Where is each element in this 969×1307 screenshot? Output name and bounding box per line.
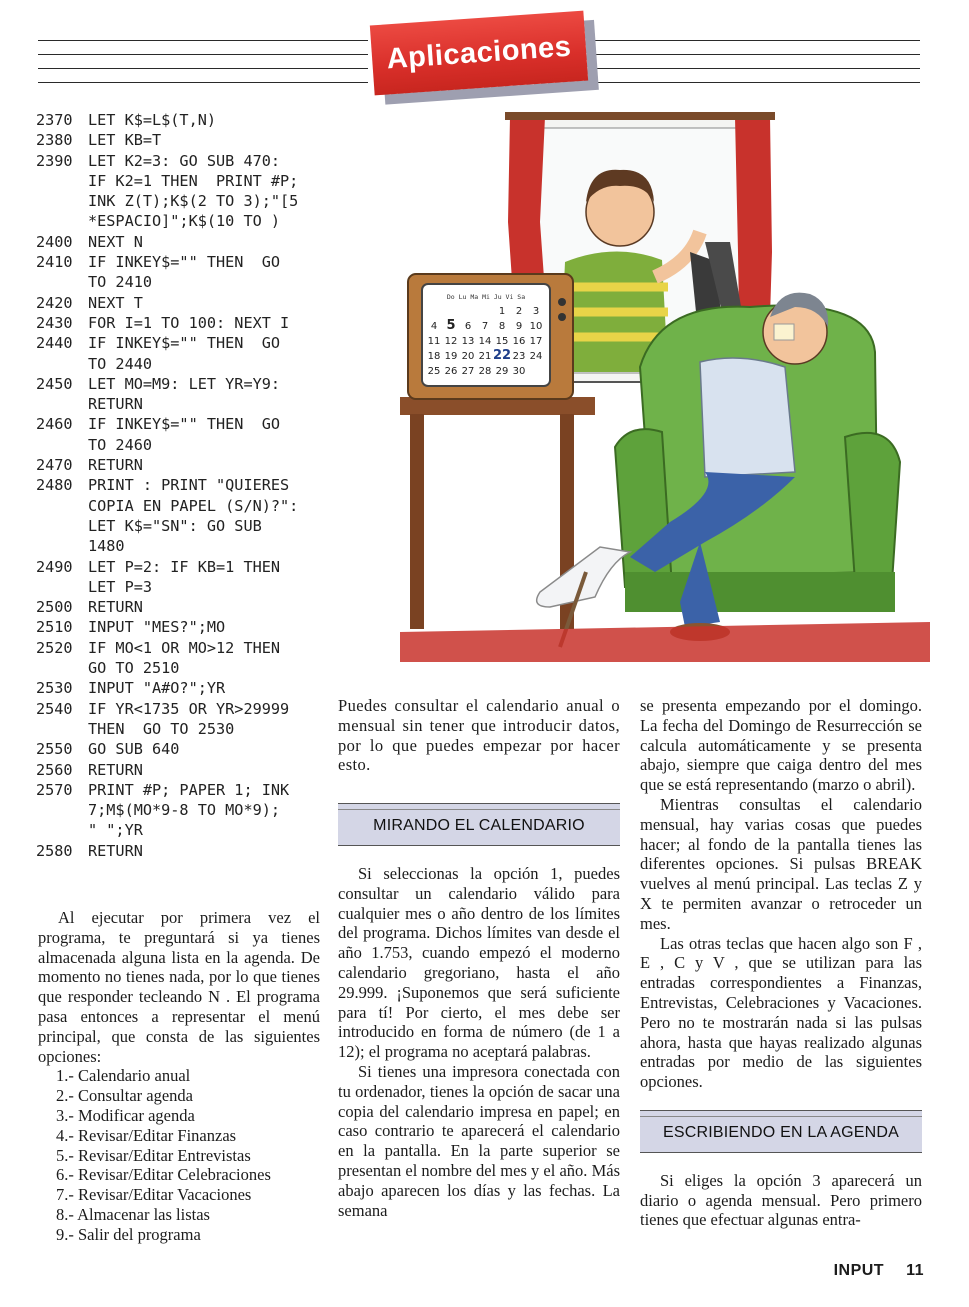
menu-option: 5.- Revisar/Editar Entrevistas [56,1145,251,1165]
code-line-number: 2480 [36,476,73,495]
calendar-day: 25 [427,366,441,377]
code-line-text: PRINT : PRINT "QUIERES COPIA EN PAPEL (S/N)?": LET K$="SN": GO SUB 1480 [88,476,299,556]
code-line [36,638,336,679]
calendar-day: 22 [492,348,512,363]
code-line-text: IF MO<1 OR MO>12 THEN GO TO 2510 [88,638,281,678]
code-line-text: LET K2=3: GO SUB 470: IF K2=1 THEN PRINT #P; INK Z(T);K$(2 TO 3);"[5 *ESPACIO]";K$(10 TO ) [88,151,299,231]
code-line-number: 2490 [36,557,73,576]
code-line-text: LET MO=M9: LET YR=Y9: RETURN [88,374,281,414]
code-line [36,699,336,740]
header-rule-1 [38,40,368,41]
header-rule-2 [38,54,368,55]
calendar-day: 21 [478,351,492,362]
calendar-day: 16 [512,336,526,347]
header-rule-7 [595,68,920,69]
menu-option: 9.- Salir del programa [56,1224,201,1244]
left-column [38,908,320,1245]
code-line-text: NEXT N [88,232,143,251]
calendar-day: 11 [427,336,441,347]
calendar-day: 24 [529,351,543,362]
middle-intro: Puedes consultar el calendario anual o mensual sin tener que introducir datos, por lo que puedes empezar por hacer esto. [338,696,620,775]
code-line-number: 2470 [36,456,73,475]
code-line-text: RETURN [88,760,143,779]
code-line-text: LET P=2: IF KB=1 THEN LET P=3 [88,557,281,596]
calendar-day: 8 [498,321,506,332]
code-line [36,557,336,598]
code-line-text: GO SUB 640 [88,740,180,759]
calendar-day: 9 [515,321,523,332]
right-paragraph-4: Si eliges la opción 3 aparecerá un diario o agenda mensual. Pero primero tienes que efectuar algunas entra- [640,1170,922,1230]
header-rule-8 [595,82,920,83]
code-line-number: 2580 [36,841,73,860]
code-line [36,597,336,617]
middle-column [338,696,620,1220]
section-banner-label: Aplicaciones [385,30,573,75]
calendar-day: 7 [481,321,489,332]
header-rule-3 [38,68,368,69]
curtain-rod [505,112,775,120]
menu-options-list [38,1066,320,1244]
code-line-number: 2370 [36,111,73,129]
calendar-day: 17 [529,336,543,347]
code-line [36,475,336,556]
intro-paragraph: Al ejecutar por primera vez el programa, te preguntará si ya tienes almacenada alguna lista en la agenda. De momento no tienes nada, por lo que tienes que responder tecleando N . El programa pasa entonces a representar el menú principal, que consta de las siguientes opciones: [38,908,320,1066]
calendar-day: 3 [532,306,540,317]
heading-mirando-label: MIRANDO EL CALENDARIO [373,817,585,835]
illustration [400,102,930,662]
code-line [36,760,336,780]
code-line [36,252,336,293]
code-line-text: IF INKEY$="" THEN GO TO 2410 [88,253,281,292]
code-line-number: 2450 [36,374,73,393]
code-line-number: 2560 [36,760,73,779]
calendar-day: 26 [444,366,458,377]
code-line-number: 2520 [36,638,73,657]
page-number: 11 [906,1262,924,1279]
calendar-day: 14 [478,336,492,347]
code-line [36,293,336,313]
code-line-text: RETURN [88,841,143,860]
code-line [36,617,336,637]
code-line-number: 2570 [36,780,73,799]
calendar-day: 4 [430,321,438,332]
code-line-text: INPUT "A#O?";YR [88,679,226,698]
table-leg-left [410,414,424,629]
calendar-day: 10 [529,321,543,332]
middle-paragraph-1: Si seleccionas la opción 1, puedes consultar un calendario válido para cualquier mes o año dentro de los límites del programa. Dichos límites van desde el año 1.753, cuando empezó el moderno calendario gregoriano, hasta el año 29.999. ¡Suponemos que será suficiente para tí! Por cierto, el mes debe ser introducido en forma de número (de 1 a 12); el programa no aceptará palabras. [338,863,620,1062]
code-line [36,110,336,130]
calendar-day: 15 [495,336,509,347]
right-paragraph-2: Mientras consultas el calendario mensual, hay varias cosas que puedes hacer; al fondo de la pantalla tienes las diferentes opciones. Si pulsas BREAK vuelves al menú principal. Las teclas Z y X te permiten avanzar o retroceder un mes. [640,794,922,933]
armchair-base [625,572,895,612]
menu-option: 2.- Consultar agenda [56,1086,194,1106]
code-line-number: 2510 [36,618,73,637]
calendar-day: 28 [478,366,492,377]
code-line-number: 2410 [36,253,73,272]
menu-option: 7.- Revisar/Editar Vacaciones [56,1185,252,1205]
seated-man-shirt [700,358,795,477]
code-line-text: NEXT T [88,293,143,312]
code-line-text: LET K$=L$(T,N) [88,111,217,129]
code-line-text: IF INKEY$="" THEN GO TO 2460 [88,415,281,454]
heading-escribiendo [640,1110,922,1153]
calendar-day: 2 [515,306,523,317]
menu-option: 4.- Revisar/Editar Finanzas [56,1125,237,1145]
code-line [36,151,336,232]
calendar-header: Do Lu Ma Mi Ju Vi Sa [446,293,526,301]
footer-brand: INPUT [833,1262,885,1279]
header-rule-5 [595,40,920,41]
header-rule-6 [595,54,920,55]
code-line-text: FOR I=1 TO 100: NEXT I [88,313,290,332]
right-paragraph-3: Las otras teclas que hacen algo son F , E , C y V , que se utilizan para las entradas correspondientes a Finanzas, Entrevistas, Celebraciones y Vacaciones. Pero no te mostrarán nada si las pulsas ahora, hasta que hayas realizado algunas entradas por medio de las siguientes opciones. [640,933,922,1092]
code-line [36,232,336,252]
code-line-number: 2430 [36,313,73,332]
calendar-day: 30 [512,366,526,377]
code-line-number: 2440 [36,334,73,353]
code-line-number: 2460 [36,415,73,434]
code-line-text: RETURN [88,456,143,475]
carpet [400,622,930,662]
code-line-text: IF INKEY$="" THEN GO TO 2440 [88,334,281,373]
menu-option: 8.- Almacenar las listas [56,1204,210,1224]
code-line [36,739,336,759]
code-line [36,841,336,861]
menu-option: 6.- Revisar/Editar Celebraciones [56,1165,271,1185]
code-line [36,313,336,333]
armchair-right-arm [845,433,900,582]
header-rule-4 [38,82,368,83]
code-line-text: RETURN [88,598,143,617]
calendar-day: 18 [427,351,441,362]
menu-option: 1.- Calendario anual [56,1066,191,1086]
code-line [36,374,336,415]
code-line-number: 2550 [36,740,73,759]
calendar-day: 13 [461,336,475,347]
code-line-text: INPUT "MES?";MO [88,618,226,637]
menu-option: 3.- Modificar agenda [56,1105,195,1125]
code-line [36,780,336,841]
calendar-day: 1 [498,306,506,317]
tv-knob-2 [558,313,566,321]
code-line [36,333,336,374]
code-line-text: PRINT #P; PAPER 1; INK 7;M$(MO*9-8 TO MO*9); " ";YR [88,780,290,840]
code-line [36,130,336,150]
code-line-number: 2540 [36,699,73,718]
calendar-day: 12 [444,336,458,347]
heading-escribiendo-label: ESCRIBIENDO EN LA AGENDA [663,1123,899,1141]
code-line [36,455,336,475]
code-line-number: 2390 [36,151,73,170]
tv-knob-1 [558,298,566,306]
calendar-day: 20 [461,351,475,362]
calendar-day: 27 [461,366,475,377]
calendar-day: 29 [495,366,509,377]
code-line [36,678,336,698]
calendar-day: 5 [446,318,456,333]
code-line-number: 2380 [36,131,73,150]
right-column [640,696,922,1230]
code-line-number: 2420 [36,293,73,312]
right-paragraph-1: se presenta empezando por el domingo. La fecha del Domingo de Resurrección se calcula automáticamente y se presenta abajo, siempre que caiga dentro del mes que se está representando (marzo o abril). [640,696,922,795]
calendar-day: 19 [444,351,458,362]
code-line-text: LET KB=T [88,131,162,150]
eye-patch [774,324,794,340]
section-banner [370,11,588,96]
calendar-day: 23 [512,351,526,362]
middle-paragraph-2: Si tienes una impresora conectada con tu ordenador, tienes la opción de sacar una copia del calendario impresa en papel; en caso contrario te aparecerá el calendario en la pantalla. En la parte superior se presentan el nombre del mes y el año. Más abajo aparecen los días y las fechas. La semana [338,1061,620,1220]
code-line-text: IF YR<1735 OR YR>29999 THEN GO TO 2530 [88,699,290,738]
heading-mirando [338,803,620,846]
calendar-day: 6 [464,321,472,332]
page-footer [834,1262,924,1280]
code-line [36,414,336,455]
code-line-number: 2500 [36,598,73,617]
code-line-number: 2400 [36,232,73,251]
code-line-number: 2530 [36,679,73,698]
code-listing [36,110,336,861]
